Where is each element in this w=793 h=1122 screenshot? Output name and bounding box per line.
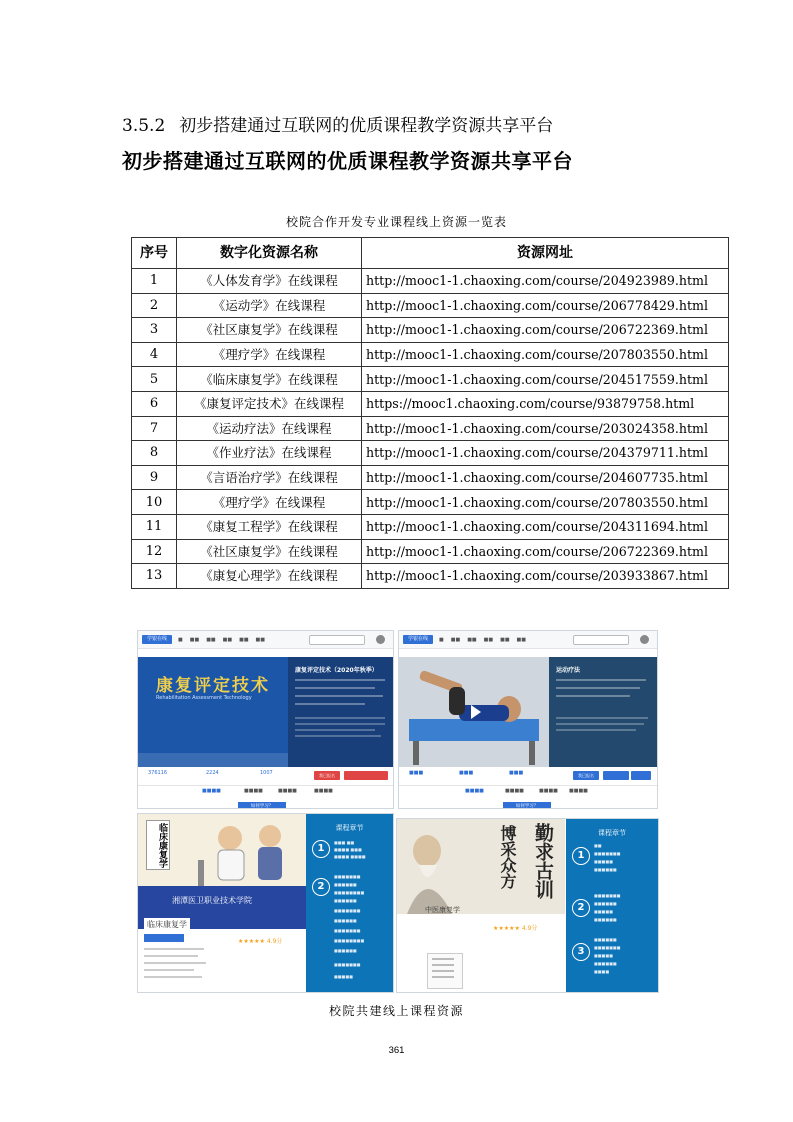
course-tabs <box>138 786 393 798</box>
site-nav: ■ ■■ ■■ ■■ ■■ ■■ <box>178 637 265 643</box>
row-index: 7 <box>132 416 177 441</box>
header-name: 数字化资源名称 <box>177 238 362 269</box>
rating-stars: ★★★★★ 4.9分 <box>238 938 283 945</box>
course-infobar <box>399 767 657 786</box>
cover-subtitle: Rehabilitation Assessment Technology <box>156 695 252 701</box>
course-cover <box>138 814 306 929</box>
page-number: 361 <box>388 1045 405 1056</box>
tab-chapter[interactable]: ■■■■ <box>244 788 263 794</box>
screenshot-course-exercise <box>398 630 658 809</box>
favorite-button[interactable] <box>631 771 651 780</box>
chapter-panel: 课程章节 1 ■■■ ■■ ■■■■ ■■■ ■■■■ ■■■■ 2 ■■■■■■■ ■■■■■■ ■■■■■■■■ ■■■■■■ ■■■■■■■ ■■■■■■ ■■■■■■■ ■■■■■■■■ ■■■■■■ ■■■■■■■ ■■■■■ <box>306 814 393 992</box>
image-caption: 校院共建线上课程资源 <box>328 1004 464 1018</box>
row-resource-name: 《社区康复学》在线课程 <box>177 318 362 343</box>
row-index: 6 <box>132 391 177 416</box>
book-title: 临床康复学 <box>146 820 170 870</box>
row-index: 12 <box>132 539 177 564</box>
table-row <box>132 293 729 318</box>
tab-faq[interactable]: ■■■■ <box>314 788 333 794</box>
join-button[interactable]: 我已报名 <box>573 771 599 780</box>
how-to-learn-button[interactable]: 如何学习？ <box>503 802 551 809</box>
avatar[interactable] <box>376 635 385 644</box>
row-resource-url[interactable]: http://mooc1-1.chaoxing.com/course/207803550.html <box>362 490 729 515</box>
how-to-learn-button[interactable]: 如何学习？ <box>238 802 286 809</box>
therapy-photo-icon <box>399 657 549 767</box>
tab-intro[interactable]: ■■■■ <box>465 788 484 794</box>
school-name: 湘潭医卫职业技术学院 <box>172 896 252 905</box>
tab-review[interactable]: ■■■■ <box>539 788 558 794</box>
row-resource-url[interactable]: http://mooc1-1.chaoxing.com/course/204517559.html <box>362 367 729 392</box>
tab-faq[interactable]: ■■■■ <box>569 788 588 794</box>
cover-title: 康复评定技术 <box>156 676 270 696</box>
row-resource-name: 《康复评定技术》在线课程 <box>177 391 362 416</box>
course-cover <box>397 819 565 914</box>
row-resource-name: 《作业疗法》在线课程 <box>177 441 362 466</box>
chapter-1-number[interactable]: 1 <box>312 840 330 858</box>
tab-intro[interactable]: ■■■■ <box>202 788 221 794</box>
screenshot-course-tcm <box>396 818 659 993</box>
chapter-1-number[interactable]: 1 <box>572 847 590 865</box>
row-resource-url[interactable]: http://mooc1-1.chaoxing.com/course/206778429.html <box>362 293 729 318</box>
row-resource-name: 《理疗学》在线课程 <box>177 342 362 367</box>
table-row <box>132 391 729 416</box>
table-row <box>132 539 729 564</box>
stat-views: ■■■ <box>409 770 424 776</box>
row-index: 13 <box>132 564 177 589</box>
stat-teachers: 1007 <box>260 770 273 776</box>
course-tabs <box>399 786 657 798</box>
share-button[interactable] <box>344 771 370 780</box>
screenshot-course-assessment <box>137 630 394 809</box>
row-index: 10 <box>132 490 177 515</box>
course-hero <box>138 657 393 767</box>
row-resource-name: 《运动学》在线课程 <box>177 293 362 318</box>
stat-views: 376116 <box>148 770 168 776</box>
calligraphy-line-1: 勤求古训 <box>532 823 554 899</box>
resource-table <box>131 237 729 589</box>
chapter-3-number[interactable]: 3 <box>572 943 590 961</box>
table-row <box>132 342 729 367</box>
row-index: 4 <box>132 342 177 367</box>
row-resource-name: 《运动疗法》在线课程 <box>177 416 362 441</box>
stat-teachers: ■■■ <box>509 770 524 776</box>
rating-stars: ★★★★★ 4.9分 <box>493 925 538 932</box>
stat-students: 2224 <box>206 770 219 776</box>
rating-value: 4.9分 <box>266 938 283 945</box>
table-header-row <box>132 238 729 269</box>
course-cover <box>138 657 288 767</box>
row-resource-name: 《社区康复学》在线课程 <box>177 539 362 564</box>
header-index: 序号 <box>132 238 177 269</box>
table-row <box>132 441 729 466</box>
row-resource-url[interactable]: http://mooc1-1.chaoxing.com/course/204311694.html <box>362 514 729 539</box>
row-index: 8 <box>132 441 177 466</box>
course-video-thumbnail <box>399 657 549 767</box>
share-button[interactable] <box>603 771 629 780</box>
search-input[interactable] <box>309 635 365 645</box>
table-row <box>132 490 729 515</box>
table-row <box>132 416 729 441</box>
row-index: 9 <box>132 465 177 490</box>
row-resource-name: 《康复心理学》在线课程 <box>177 564 362 589</box>
table-row <box>132 514 729 539</box>
chapter-panel-title: 课程章节 <box>335 824 364 832</box>
row-resource-name: 《言语治疗学》在线课程 <box>177 465 362 490</box>
row-resource-url[interactable]: http://mooc1-1.chaoxing.com/course/204923989.html <box>362 269 729 294</box>
section-title: 初步搭建通过互联网的优质课程教学资源共享平台 <box>179 116 554 136</box>
row-resource-url[interactable]: http://mooc1-1.chaoxing.com/course/204379711.html <box>362 441 729 466</box>
section-number: 3.5.2 <box>122 116 166 136</box>
chapter-panel-title: 课程章节 <box>598 829 626 837</box>
tag-badge <box>144 934 184 942</box>
row-index: 5 <box>132 367 177 392</box>
row-resource-url[interactable]: http://mooc1-1.chaoxing.com/course/207803550.html <box>362 342 729 367</box>
course-title: 临床康复学 <box>144 918 190 931</box>
screenshot-course-clinical <box>137 813 394 993</box>
rating-value: 4.9分 <box>521 925 538 932</box>
table-row <box>132 269 729 294</box>
tab-review[interactable]: ■■■■ <box>278 788 297 794</box>
row-resource-url[interactable]: http://mooc1-1.chaoxing.com/course/203933867.html <box>362 564 729 589</box>
chapter-2-number[interactable]: 2 <box>572 899 590 917</box>
table-row <box>132 367 729 392</box>
course-infobar <box>138 767 393 786</box>
table-body <box>132 269 729 589</box>
table-row <box>132 318 729 343</box>
favorite-button[interactable] <box>368 771 388 780</box>
course-title: 康复评定技术（2020年秋季） <box>295 667 378 674</box>
table-caption: 校院合作开发专业课程线上资源一览表 <box>285 215 507 229</box>
header-url: 资源网址 <box>362 238 729 269</box>
row-resource-name: 《康复工程学》在线课程 <box>177 514 362 539</box>
row-resource-name: 《人体发育学》在线课程 <box>177 269 362 294</box>
row-index: 3 <box>132 318 177 343</box>
avatar[interactable] <box>640 635 649 644</box>
search-input[interactable] <box>573 635 629 645</box>
row-resource-url[interactable]: http://mooc1-1.chaoxing.com/course/204607735.html <box>362 465 729 490</box>
course-menu <box>427 953 463 989</box>
site-topbar <box>399 631 657 649</box>
table-row <box>132 564 729 589</box>
site-logo: 学银在线 <box>403 635 433 644</box>
chapter-2-number[interactable]: 2 <box>312 878 330 896</box>
row-resource-name: 《临床康复学》在线课程 <box>177 367 362 392</box>
row-index: 11 <box>132 514 177 539</box>
site-nav: ■ ■■ ■■ ■■ ■■ ■■ <box>439 637 526 643</box>
row-resource-url[interactable]: https://mooc1.chaoxing.com/course/93879758.html <box>362 391 729 416</box>
chapter-panel: 课程章节 1 ■■ ■■■■■■■ ■■■■■ ■■■■■■ 2 ■■■■■■■ ■■■■■■ ■■■■■ ■■■■■■ 3 ■■■■■■ ■■■■■■■ ■■■■■ ■■■■■■ ■■■■ <box>566 819 658 992</box>
row-resource-name: 《理疗学》在线课程 <box>177 490 362 515</box>
row-index: 1 <box>132 269 177 294</box>
join-button[interactable]: 我已报名 <box>314 771 340 780</box>
tab-chapter[interactable]: ■■■■ <box>505 788 524 794</box>
row-resource-url[interactable]: http://mooc1-1.chaoxing.com/course/203024358.html <box>362 416 729 441</box>
course-hero <box>399 657 657 767</box>
row-resource-url[interactable]: http://mooc1-1.chaoxing.com/course/206722369.html <box>362 539 729 564</box>
site-logo: 学银在线 <box>142 635 172 644</box>
site-topbar <box>138 631 393 649</box>
section-heading <box>122 111 553 136</box>
stat-students: ■■■ <box>459 770 474 776</box>
calligraphy-line-2: 博采众方 <box>498 825 517 889</box>
bold-title: 初步搭建通过互联网的优质课程教学资源共享平台 <box>122 149 573 173</box>
table-row <box>132 465 729 490</box>
row-index: 2 <box>132 293 177 318</box>
row-resource-url[interactable]: http://mooc1-1.chaoxing.com/course/206722369.html <box>362 318 729 343</box>
course-title: 中医康复学 <box>425 906 460 914</box>
course-title: 运动疗法 <box>556 667 581 674</box>
